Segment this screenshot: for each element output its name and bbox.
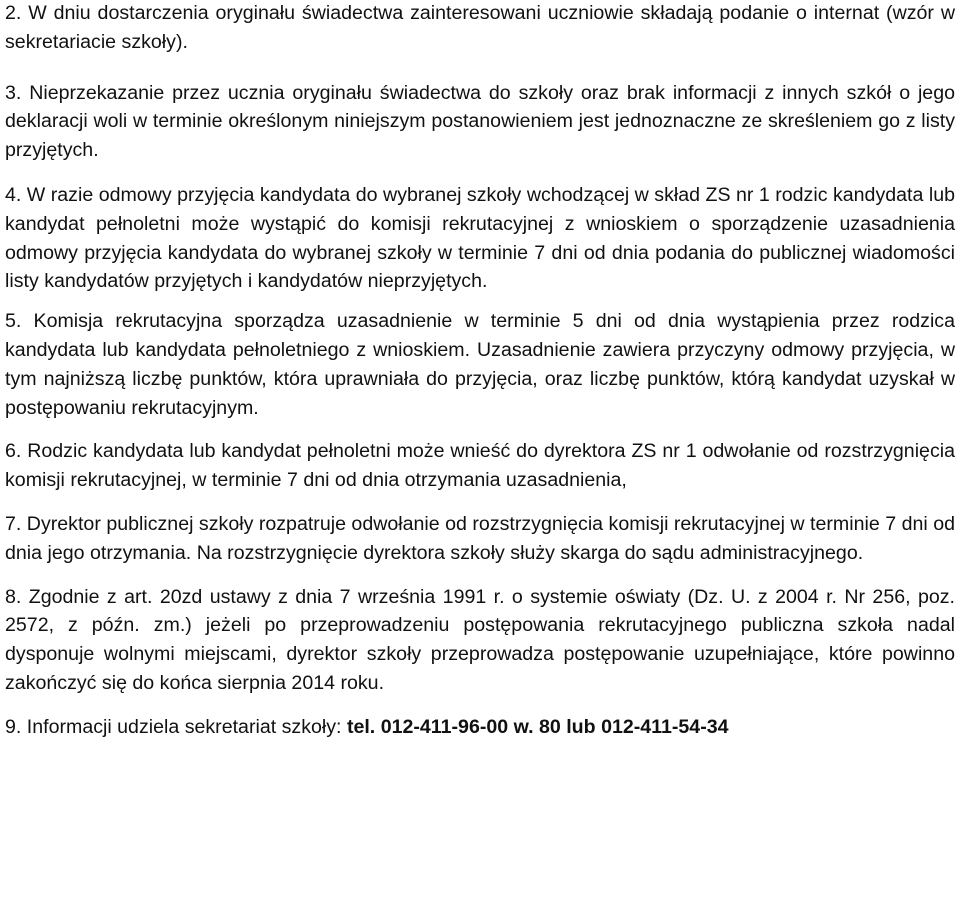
paragraph-5: 5. Komisja rekrutacyjna sporządza uzasadnienie w terminie 5 dni od dnia wystąpienia przez rodzica kandydata lub kandydata pełnoletniego z wnioskiem. Uzasadnienie zawiera przyczyny odmowy przyjęcia, w tym najniższą liczbę punktów, która uprawniała do przyjęcia, oraz liczbę punktów, którą kandydat uzyskał w postępowaniu rekrutacyjnym. [5, 310, 955, 419]
paragraph-8: 8. Zgodnie z art. 20zd ustawy z dnia 7 września 1991 r. o systemie oświaty (Dz. U. z 2004 r. Nr 256, poz. 2572, z późn. zm.) jeżeli po przeprowadzeniu postępowania rekrutacyjnego publiczna szkoła nadal dysponuje wolnymi miejscami, dyrektor szkoły przeprowadza postępowanie uzupełniające, które powinno zakończyć się do końca sierpnia 2014 roku. [5, 585, 955, 694]
document-page [5, 0, 955, 742]
contact-lead-text: 9. Informacji udziela sekretariat szkoły: [5, 715, 347, 738]
contact-phone-numbers: tel. 012-411-96-00 w. 80 lub 012-411-54-34 [346, 715, 729, 738]
paragraph-7: 7. Dyrektor publicznej szkoły rozpatruje odwołanie od rozstrzygnięcia komisji rekrutacyjnej w terminie 7 dni od dnia jego otrzymania. Na rozstrzygnięcie dyrektora szkoły służy skarga do sądu administracyjnego. [5, 512, 955, 564]
paragraph-4: 4. W razie odmowy przyjęcia kandydata do wybranej szkoły wchodzącej w skład ZS nr 1 rodzic kandydata lub kandydat pełnoletni może wystąpić do komisji rekrutacyjnej z wnioskiem o sporządzenie uzasadnienia odmowy przyjęcia kandydata do wybranej szkoły w terminie 7 dni od dnia podania do publicznej wiadomości listy kandydatów przyjętych i kandydatów nieprzyjętych. [5, 183, 955, 293]
paragraph-6: 6. Rodzic kandydata lub kandydat pełnoletni może wnieść do dyrektora ZS nr 1 odwołanie od rozstrzygnięcia komisji rekrutacyjnej, w terminie 7 dni od dnia otrzymania uzasadnienia, [5, 440, 955, 492]
paragraph-3: 3. Nieprzekazanie przez ucznia oryginału świadectwa do szkoły oraz brak informacji z innych szkół o jego deklaracji woli w terminie określonym niniejszym postanowieniem jest jednoznaczne ze skreśleniem go z listy przyjętych. [5, 81, 955, 162]
paragraph-2: 2. W dniu dostarczenia oryginału świadectwa zainteresowani uczniowie składają podanie o internat (wzór w sekretariacie szkoły). [5, 2, 955, 53]
paragraph-9 [5, 713, 955, 742]
